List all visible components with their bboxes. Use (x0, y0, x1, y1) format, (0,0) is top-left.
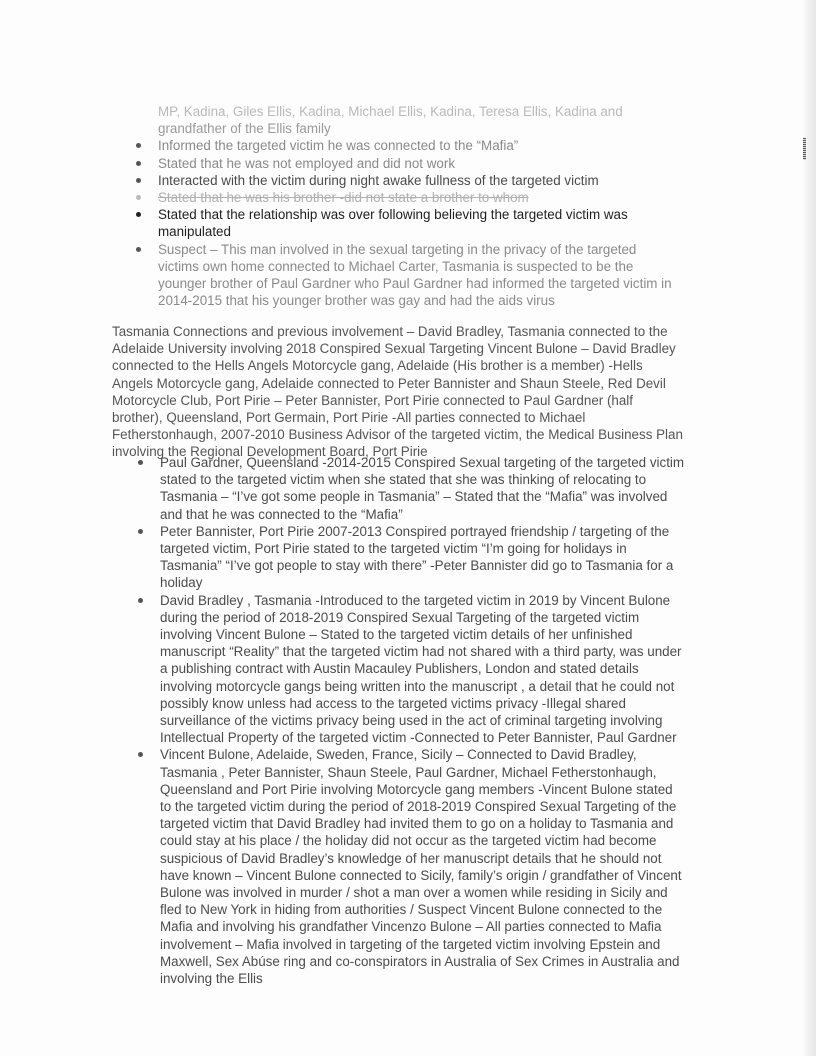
list-item-text: Peter Bannister, Port Pirie 2007-2013 Conspired portrayed friendship / targeting of the targeted victim, Port Pirie stated to the targeted victim “I’m going for holidays in Tasmania” “I’ve got people to stay with there” -Peter Bannister did go to Tasmania for a holiday (160, 523, 674, 591)
bullet-icon (136, 212, 141, 217)
scan-artifact (803, 138, 806, 160)
list-item-text: David Bradley , Tasmania -Introduced to the targeted victim in 2019 by Vincent Bulone during the period of 2018-2019 Conspired Sexual Targeting of the targeted victim involving Vincent Bulone – Stated to the targeted victim details of her unfinished manuscript “Reality” that the targeted victim had not shared with a third party, was under a publishing contract with Austin Macauley Publishers, London and stated details involving motorcycle gangs being written into the manuscript , a detail that he could not possibly know unless had access to the targeted victims privacy -Illegal shared surveillance of the victims privacy being used in the act of criminal targeting involving Intellectual Property of the targeted victim -Connected to Peter Bannister, Paul Gardner (160, 592, 682, 746)
lower-bullet-list (134, 454, 686, 987)
list-item-text: Suspect – This man involved in the sexual targeting in the privacy of the targeted victims own home connected to Michael Carter, Tasmania is suspected to be the younger brother of Paul Gardner who Paul Gardner had informed the targeted victim in 2014-2015 that his younger brother was gay and had the aids virus (158, 241, 672, 309)
list-item-text: Interacted with the victim during night awake fullness of the targeted victim (158, 172, 599, 188)
list-item-text: Vincent Bulone, Adelaide, Sweden, France, Sicily – Connected to David Bradley, Tasmania , Peter Bannister, Shaun Steele, Paul Gardner, Michael Fetherstonhaugh, Queensland and Port Pirie involving Motorcycle gang members -Vincent Bulone stated to the targeted victim during the period of 2018-2019 Conspired Sexual Targeting of the targeted victim that David Bradley had invited them to go on a holiday to Tasmania and could stay at his place / the holiday did not occur as the targeted victim had become suspicious of David Bradley’s knowledge of her manuscript details that he should not have known – Vincent Bulone connected to Sicily, family’s origin / grandfather of Vincent Bulone was involved in murder / shot a man over a women while residing in Sicily and fled to New York in hiding from authorities / Suspect Vincent Bulone connected to the Mafia and involving his grandfather Vincenzo Bulone – All parties connected to Mafia involvement – Mafia involved in targeting of the targeted victim involving Epstein and Maxwell, Sex Abúse ring and co-conspirators in Australia of Sex Crimes in Australia and involving the Ellis (160, 747, 682, 987)
carry-over-line: grandfather of the Ellis family (158, 121, 331, 137)
list-item-text: Informed the targeted victim he was connected to the “Mafia” (158, 138, 519, 154)
top-section (132, 103, 672, 309)
list-item-text: Stated that he was his brother -did not state a brother to whom (158, 190, 529, 206)
list-item (132, 137, 672, 154)
bullet-icon (138, 752, 143, 757)
bullet-icon (138, 529, 143, 534)
list-item (132, 189, 672, 206)
bullet-icon (136, 178, 141, 183)
list-item (134, 592, 686, 747)
list-item (134, 454, 686, 523)
top-bullet-list (132, 137, 672, 309)
list-item-text: Stated that he was not employed and did not work (158, 155, 456, 171)
list-item-text: Stated that the relationship was over following believing the targeted victim was manipulated (158, 207, 628, 240)
list-item-text: Paul Gardner, Queensland -2014-2015 Conspired Sexual targeting of the targeted victim stated to the targeted victim when she stated that she was thinking of relocating to Tasmania – “I’ve got some people in Tasmania” – Stated that the “Mafia” was involved and that he was connected to the “Mafia” (160, 455, 685, 522)
connections-paragraph: Tasmania Connections and previous involvement – David Bradley, Tasmania connected to the Adelaide University involving 2018 Conspired Sexual Targeting Vincent Bulone – David Bradley connected to the Hells Angels Motorcycle gang, Adelaide (His brother is a member) -Hells Angels Motorcycle gang, Adelaide connected to Peter Bannister and Shaun Steele, Red Devil Motorcycle Club, Port Pirie – Peter Bannister, Port Pirie connected to Paul Gardner (half brother), Queensland, Port Germain, Port Pirie -All parties connected to Michael Fetherstonhaugh, 2007-2010 Business Advisor of the targeted victim, the Medical Business Plan involving the Regional Development Board, Port Pirie (112, 324, 683, 460)
list-item (132, 206, 672, 240)
list-item (134, 523, 686, 592)
bullet-icon (138, 460, 143, 465)
bullet-icon (136, 195, 141, 200)
bullet-icon (136, 161, 141, 166)
carry-over-line: MP, Kadina, Giles Ellis, Kadina, Michael Ellis, Kadina, Teresa Ellis, Kadina and (158, 104, 623, 119)
list-item (132, 155, 672, 172)
bullet-icon (136, 247, 141, 252)
list-item (134, 746, 686, 987)
list-item (132, 241, 672, 310)
bullet-icon (136, 143, 141, 148)
lower-section (134, 454, 686, 987)
bullet-icon (138, 598, 143, 603)
list-item (132, 172, 672, 189)
